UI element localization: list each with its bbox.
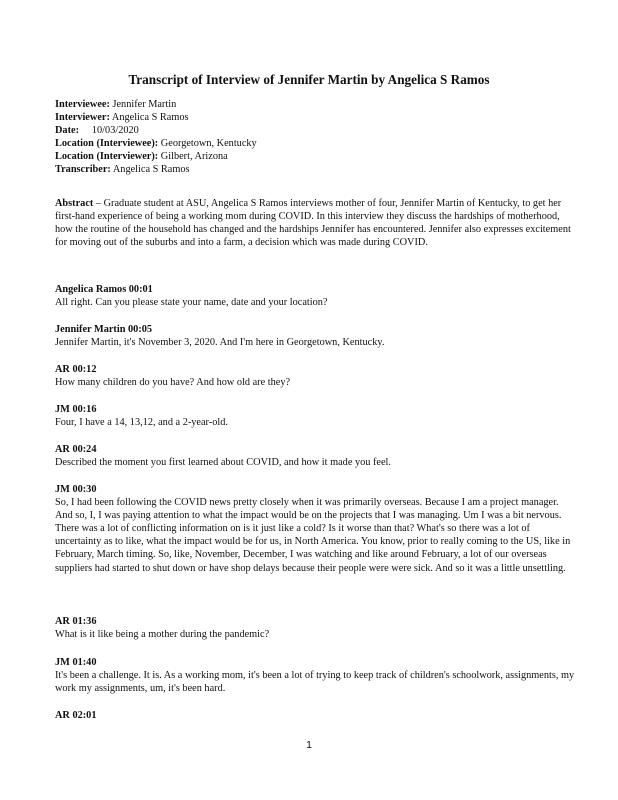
meta-value: Gilbert, Arizona	[158, 151, 228, 162]
meta-location-interviewer	[55, 150, 575, 163]
meta-value: Georgetown, Kentucky	[158, 138, 257, 149]
meta-label: Interviewer:	[55, 112, 110, 123]
speaker-label: AR 02:01	[55, 710, 97, 721]
abstract-label: Abstract	[55, 198, 94, 209]
transcript-turn	[55, 323, 577, 349]
transcript-turn	[55, 709, 577, 722]
speaker-label: JM 00:16	[55, 404, 97, 415]
meta-interviewee	[55, 98, 575, 111]
speaker-label: Angelica Ramos 00:01	[55, 284, 153, 295]
speaker-label: AR 01:36	[55, 616, 97, 627]
utterance-text: Jennifer Martin, it's November 3, 2020. And I'm here in Georgetown, Kentucky.	[55, 337, 385, 349]
meta-value: Jennifer Martin	[109, 99, 177, 110]
abstract-paragraph	[55, 197, 577, 249]
transcript-turn	[55, 283, 577, 309]
meta-transcriber	[55, 163, 575, 176]
abstract-text: – Graduate student at ASU, Angelica S Ramos interviews mother of four, Jennifer Martin of Kentucky, to get her first-hand experience of being a working mom during COVID. In this interview they discuss the hardships of motherhood, how the routine of the household has changed and the hardships Jennifer has encountered. Jennifer also expresses excitement for moving out of the suburbs and into a farm, a decision which was made during COVID.	[55, 198, 571, 249]
meta-location-interviewee	[55, 137, 575, 150]
utterance-text: So, I had been following the COVID news pretty closely when it was primarily overseas. Because I am a project manager. And so, I, I was paying attention to what the impact would be on the projects that I was managing. Um I was a bit nervous. There was a lot of conflicting information on is it just like a cold? Is it worse than that? What's so there was a lot of uncertainty as to like, what the impact would be for us, in North America. You know, prior to really coming to the US, like in February, March timing. So, like, November, December, I was watching and like around February, a lot of our overseas suppliers had started to shut down or have shop delays because their people were were sick. And so it was a little unsettling.	[55, 497, 571, 574]
transcript-turn	[55, 656, 577, 695]
utterance-text: All right. Can you please state your name, date and your location?	[55, 297, 328, 309]
transcript-turn	[55, 403, 577, 429]
meta-interviewer	[55, 111, 575, 124]
speaker-label: Jennifer Martin 00:05	[55, 324, 153, 335]
interview-metadata	[55, 98, 575, 176]
utterance-text: It's been a challenge. It is. As a working mom, it's been a lot of trying to keep track of children's schoolwork, assignments, my work my assignments, um, it's been hard.	[55, 670, 575, 695]
transcript-turn	[55, 483, 577, 575]
speaker-label: AR 00:24	[55, 444, 97, 455]
speaker-label: JM 00:30	[55, 484, 97, 495]
meta-value: Angelica S Ramos	[110, 164, 190, 175]
utterance-text: Described the moment you first learned about COVID, and how it made you feel.	[55, 457, 391, 469]
speaker-label: JM 01:40	[55, 657, 97, 668]
meta-label: Transcriber:	[55, 164, 111, 175]
page-number: 1	[306, 739, 312, 751]
transcript-turn	[55, 363, 577, 389]
meta-value: 10/03/2020	[79, 125, 139, 136]
utterance-text: What is it like being a mother during the pandemic?	[55, 629, 270, 641]
utterance-text: Four, I have a 14, 13,12, and a 2-year-old.	[55, 417, 228, 429]
meta-label: Interviewee:	[55, 99, 110, 110]
transcript-turn	[55, 615, 577, 641]
meta-value: Angelica S Ramos	[109, 112, 189, 123]
meta-date	[55, 124, 575, 137]
meta-label: Location (Interviewee):	[55, 138, 159, 149]
transcript-turn	[55, 443, 577, 469]
meta-label: Date:	[55, 125, 80, 136]
utterance-text: How many children do you have? And how old are they?	[55, 377, 291, 389]
speaker-label: AR 00:12	[55, 364, 97, 375]
meta-label: Location (Interviewer):	[55, 151, 159, 162]
document-title: Transcript of Interview of Jennifer Martin by Angelica S Ramos	[128, 72, 490, 87]
